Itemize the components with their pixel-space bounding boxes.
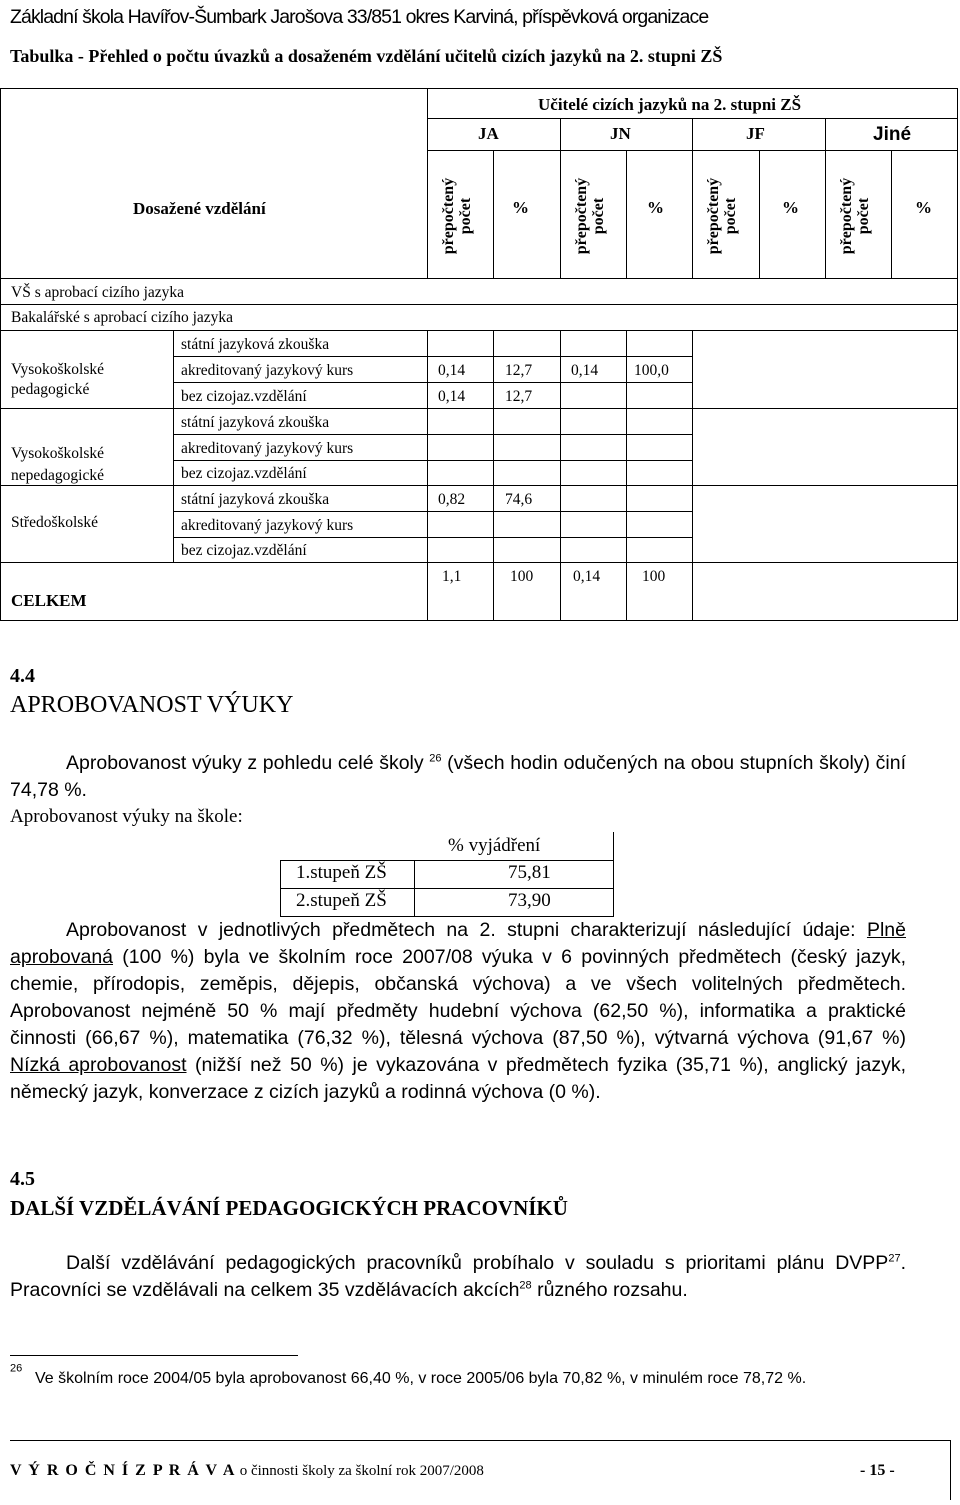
col-count-ja: přepočtený počet	[440, 177, 474, 255]
table-top-header: Učitelé cizích jazyků na 2. stupni ZŠ	[538, 95, 802, 114]
group-vs-neped-b: nepedagogické	[11, 467, 104, 484]
lang-other: Jiné	[873, 124, 912, 145]
col-count-jn: přepočtený počet	[573, 177, 607, 255]
footnote-number: 26	[10, 1362, 23, 1375]
total-label: CELKEM	[11, 591, 87, 610]
aprobovanost-paragraph: Aprobovanost v jednotlivých předmětech na 2. stupni charakterizují následující údaje: Plně aprobovaná (100 %) byla ve školním roce 2007/08 výuka v 6 povinných předmětech (český jazyk, chemie, přírodopis, zeměpis, dějepis, občanská výchova) a ve všech volitelných předmětech. Aprobovanost nejméně 50 % mají předměty hudební výchova (62,50 %), informatika a praktické činnosti (66,67 %), matematika (76,32 %), tělesná výchova (87,50 %), výtvarná výchova (91,67 %) Nízká aprobovanost (nižší než 50 %) je vykazována v předmětech fyzika (35,71 %), anglický jazyk, německý jazyk, konverzace z cizích jazyků a rodinná výchova (0 %).	[10, 919, 906, 1103]
section-title: APROBOVANOST VÝUKY	[10, 692, 294, 718]
school-header: Základní škola Havířov-Šumbark Jarošova 33/851 okres Karviná, příspěvková organizace	[10, 6, 709, 28]
small-table-header: % vyjádření	[448, 835, 541, 856]
sub-row-label: akreditovaný jazykový kurs	[181, 440, 354, 457]
value-cell: 0,14	[571, 362, 599, 379]
footnote-separator	[10, 1355, 298, 1356]
sub-row-label: státní jazyková zkouška	[181, 414, 330, 431]
lang-ja: JA	[478, 124, 499, 143]
table-title: Tabulka - Přehled o počtu úvazků a dosaženém vzdělání učitelů cizích jazyků na 2. stupni ZŠ	[10, 46, 723, 66]
group-ss: Středoškolské	[11, 514, 98, 531]
value-cell: 0,14	[438, 388, 466, 405]
aprobovanost-intro: Aprobovanost výuky z pohledu celé školy $^{26}$ (všech hodin odučených na obou stupních školy) činí 74,78 %.	[10, 752, 906, 801]
value-cell: 100,0	[634, 362, 669, 379]
col-count-jf: přepočtený počet	[705, 177, 739, 255]
sub-row-label: akreditovaný jazykový kurs	[181, 362, 354, 379]
footnote-text: Ve školním roce 2004/05 byla aprobovanost 66,40 %, v roce 2005/06 byla 70,82 %, v minulém roce 78,72 %.	[35, 1370, 807, 1387]
col-count-other: přepočtený počet	[838, 177, 872, 255]
row-vs-aprobace: VŠ s aprobací cizího jazyka	[11, 284, 185, 301]
section-title: DALŠÍ VZDĚLÁVÁNÍ PEDAGOGICKÝCH PRACOVNÍKŮ	[10, 1196, 568, 1220]
col-pct-ja: %	[512, 198, 529, 217]
lang-jn: JN	[610, 124, 631, 143]
footer-title: V Ý R O Č N Í Z P R Á V A o činnosti školy za školní rok 2007/2008	[10, 1462, 484, 1479]
small-table-row-value: 75,81	[508, 862, 551, 883]
row-header: Dosažené vzdělání	[133, 199, 266, 218]
page-number: - 15 -	[860, 1462, 895, 1479]
value-cell: 74,6	[505, 491, 533, 508]
small-table-row-label: 2.stupeň ZŠ	[296, 890, 387, 911]
total-value: 1,1	[442, 568, 462, 585]
group-vs-neped-a: Vysokoškolské	[11, 445, 105, 462]
sub-row-label: státní jazyková zkouška	[181, 336, 330, 353]
value-cell: 12,7	[505, 362, 533, 379]
footer-corner-line	[950, 1440, 951, 1500]
total-value: 0,14	[573, 568, 601, 585]
section-number: 4.5	[10, 1168, 35, 1190]
col-pct-jf: %	[782, 198, 799, 217]
row-bc-aprobace: Bakalářské s aprobací cizího jazyka	[11, 309, 234, 326]
lang-jf: JF	[746, 124, 765, 143]
sub-row-label: bez cizojaz.vzdělání	[181, 388, 307, 405]
sub-row-label: akreditovaný jazykový kurs	[181, 517, 354, 534]
footer-rule	[10, 1440, 950, 1441]
col-pct-jn: %	[647, 198, 664, 217]
small-table-row-label: 1.stupeň ZŠ	[296, 862, 387, 883]
dvpp-paragraph: Další vzdělávání pedagogických pracovníků probíhalo v souladu s prioritami plánu DVPP$^{27}$. Pracovníci se vzdělávali na celkem 35 vzdělávacích akcích$^{28}$ různého rozsahu.	[10, 1252, 906, 1301]
sub-row-label: státní jazyková zkouška	[181, 491, 330, 508]
small-table-row-value: 73,90	[508, 890, 551, 911]
group-vs-ped-a: Vysokoškolské	[11, 361, 105, 378]
col-pct-other: %	[915, 198, 932, 217]
sub-row-label: bez cizojaz.vzdělání	[181, 465, 307, 482]
group-vs-ped-b: pedagogické	[11, 381, 90, 398]
value-cell: 12,7	[505, 388, 533, 405]
total-value: 100	[510, 568, 534, 585]
aprobovanost-subheading: Aprobovanost výuky na škole:	[10, 806, 243, 827]
value-cell: 0,14	[438, 362, 466, 379]
value-cell: 0,82	[438, 491, 466, 508]
sub-row-label: bez cizojaz.vzdělání	[181, 542, 307, 559]
section-number: 4.4	[10, 665, 35, 687]
total-value: 100	[642, 568, 666, 585]
